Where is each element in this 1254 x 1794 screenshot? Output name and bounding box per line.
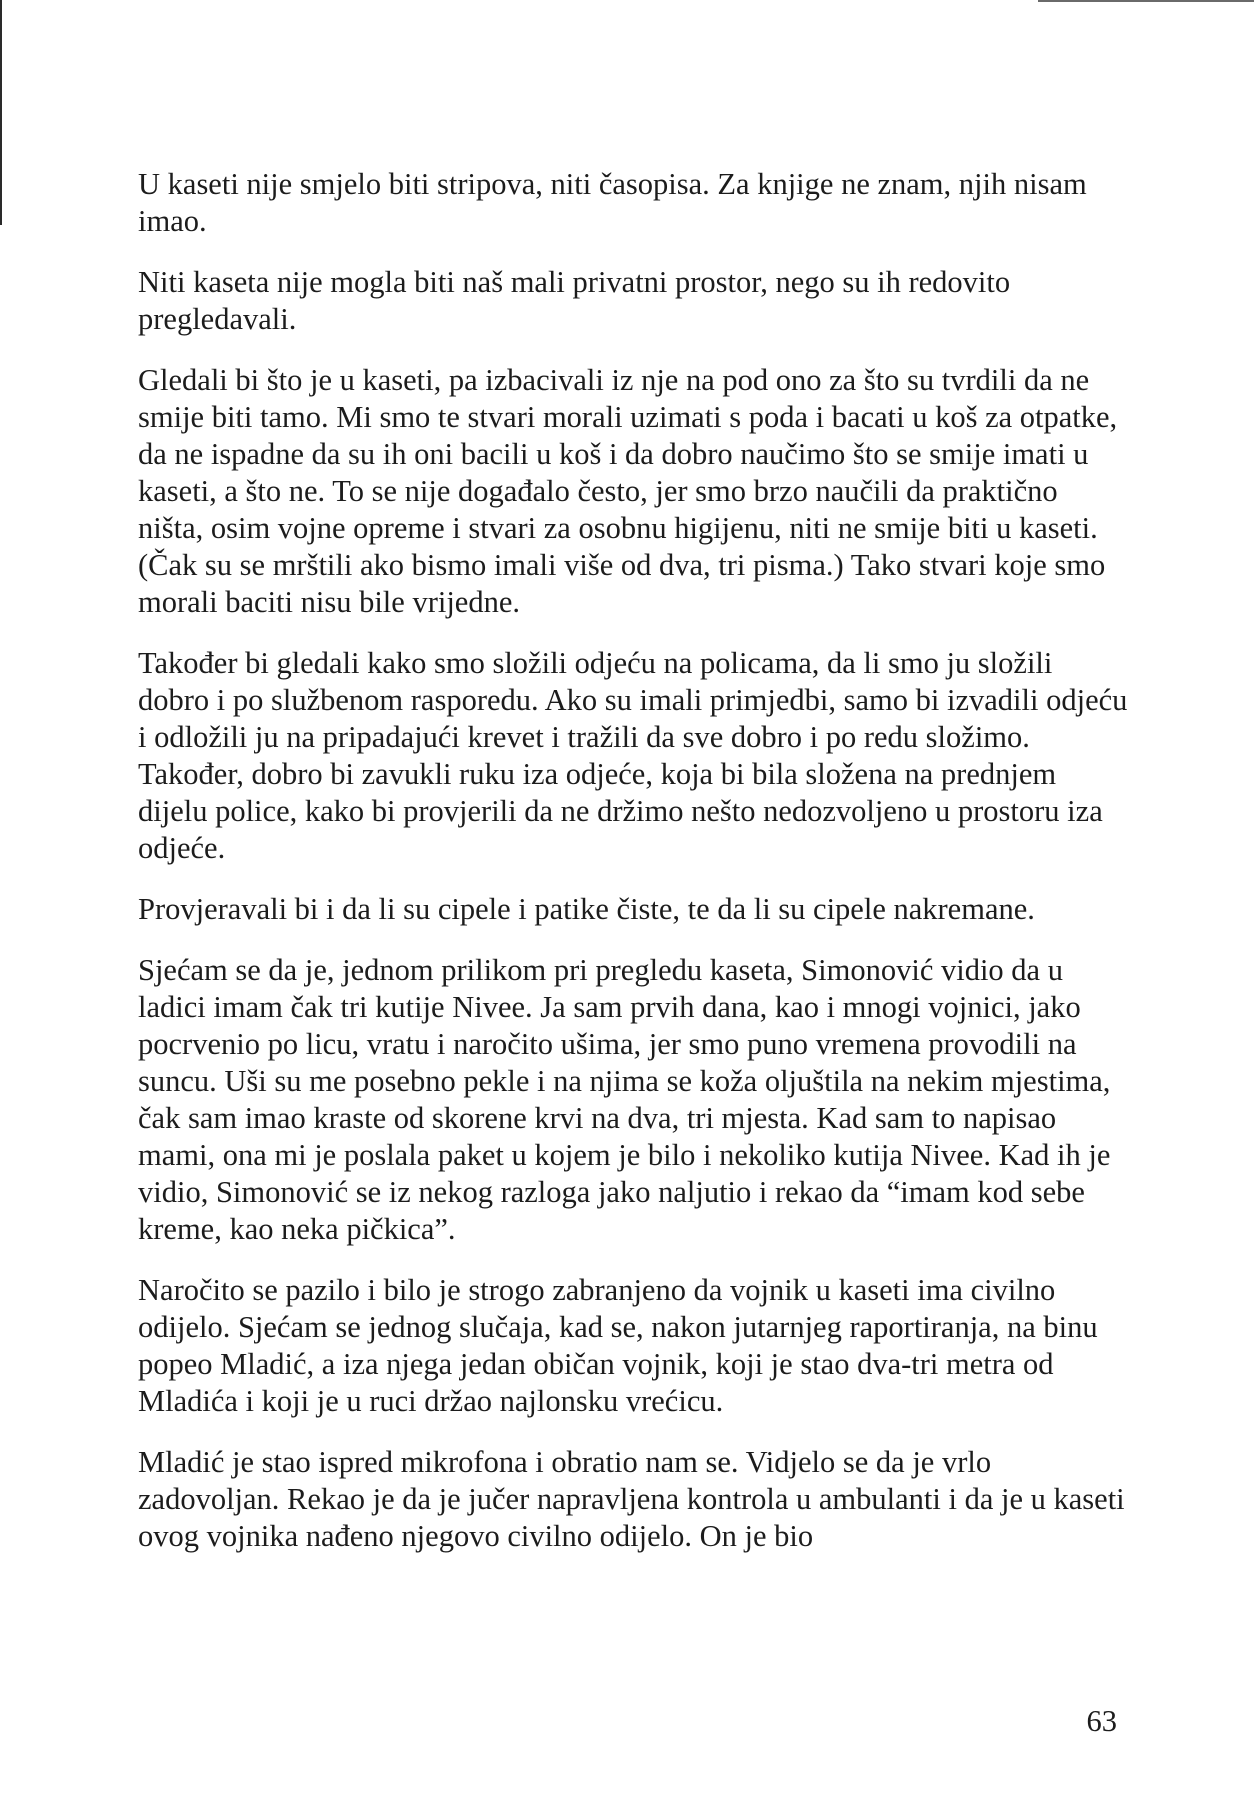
paragraph: Provjeravali bi i da li su cipele i patike čiste, te da li su cipele nakremane. <box>138 892 1035 926</box>
paragraph: Mladić je stao ispred mikrofona i obratio nam se. Vidjelo se da je vrlo zadovoljan. Rekao je da je jučer napravljena kontrola u ambulanti i da je u kaseti ovog vojnika nađeno njegovo civilno odijelo. On je bio <box>138 1445 1125 1553</box>
scan-edge-left <box>0 0 2 225</box>
scan-edge-top <box>1038 0 1254 2</box>
page-body-text <box>138 166 1128 1579</box>
paragraph: Sjećam se da je, jednom prilikom pri pregledu kaseta, Simonović vidio da u ladici imam čak tri kutije Nivee. Ja sam prvih dana, kao i mnogi vojnici, jako pocrvenio po licu, vratu i naročito ušima, jer smo puno vremena provodili na suncu. Uši su me posebno pekle i na njima se koža oljuštila na nekim mjestima, čak sam imao kraste od skorene krvi na dva, tri mjesta. Kad sam to napisao mami, ona mi je poslala paket u kojem je bilo i nekoliko kutija Nivee. Kad ih je vidio, Simonović se iz nekog razloga jako naljutio i rekao da “imam kod sebe kreme, kao neka pičkica”. <box>138 953 1111 1246</box>
paragraph: Niti kaseta nije mogla biti naš mali privatni prostor, nego su ih redovito pregledavali. <box>138 265 1011 336</box>
paragraph: Također bi gledali kako smo složili odjeću na policama, da li smo ju složili dobro i po službenom rasporedu. Ako su imali primjedbi, samo bi izvadili odjeću i odložili ju na pripadajući krevet i tražili da sve dobro i po redu složimo. Također, dobro bi zavukli ruku iza odjeće, koja bi bila složena na prednjem dijelu police, kako bi provjerili da ne držimo nešto nedozvoljeno u prostoru iza odjeće. <box>138 646 1128 865</box>
paragraph: Naročito se pazilo i bilo je strogo zabranjeno da vojnik u kaseti ima civilno odijelo. Sjećam se jednog slučaja, kad se, nakon jutarnjeg raportiranja, na binu popeo Mladić, a iza njega jedan običan vojnik, koji je stao dva-tri metra od Mladića i koji je u ruci držao najlonsku vrećicu. <box>138 1273 1098 1418</box>
paragraph: Gledali bi što je u kaseti, pa izbacivali iz nje na pod ono za što su tvrdili da ne smije biti tamo. Mi smo te stvari morali uzimati s poda i bacati u koš za otpatke, da ne ispadne da su ih oni bacili u koš i da dobro naučimo što se smije imati u kaseti, a što ne. To se nije događalo često, jer smo brzo naučili da praktično ništa, osim vojne opreme i stvari za osobnu higijenu, niti ne smije biti u kaseti. (Čak su se mrštili ako bismo imali više od dva, tri pisma.) Tako stvari koje smo morali baciti nisu bile vrijedne. <box>138 363 1118 619</box>
page-number: 63 <box>1086 1704 1117 1738</box>
paragraph: U kaseti nije smjelo biti stripova, niti časopisa. Za knjige ne znam, njih nisam imao. <box>138 167 1087 238</box>
